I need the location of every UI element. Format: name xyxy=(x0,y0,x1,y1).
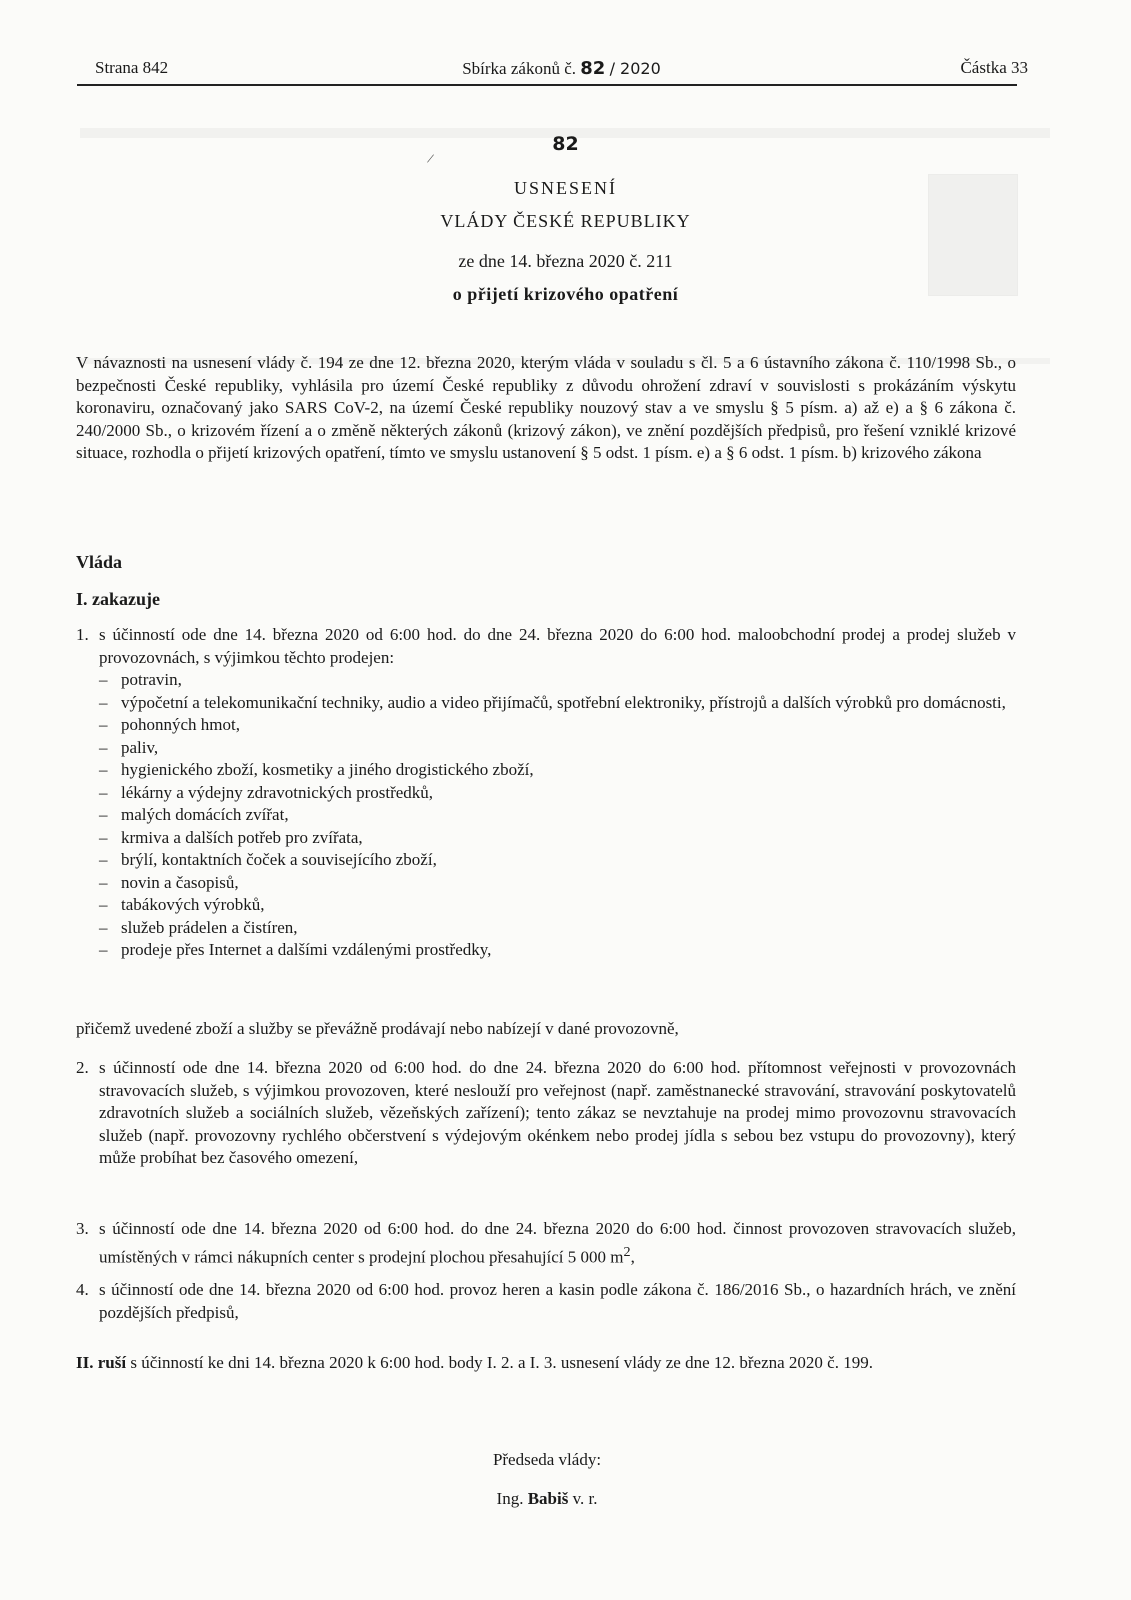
collection-prefix: Sbírka zákonů č. xyxy=(462,59,576,78)
exception-text: pohonných hmot, xyxy=(121,715,240,734)
dash: – xyxy=(99,692,108,712)
heading-government: Vláda xyxy=(76,552,123,572)
pen-mark: / xyxy=(425,151,435,168)
item-text-main: s účinností ode dne 14. března 2020 od 6:00 hod. do dne 24. března 2020 do 6:00 hod. činnost provozoven stravovacích služeb, umístěných v rámci nákupních center s prodejní plochou přesahující 5 000 m xyxy=(99,1219,1016,1267)
signature-surname: Babiš xyxy=(527,1489,569,1508)
signature-name xyxy=(0,1489,1094,1509)
list-item xyxy=(76,1057,1016,1170)
act-type: USNESENÍ xyxy=(513,178,617,198)
signature-suffix: v. r. xyxy=(572,1489,598,1508)
exception-text: výpočetní a telekomunikační techniky, audio a video přijímačů, spotřební elektroniky, přístrojů a dalších výrobků pro domácnosti, xyxy=(121,692,1006,712)
exception-text: novin a časopisů, xyxy=(121,872,239,892)
dash: – xyxy=(99,670,108,689)
exception-text: prodeje přes Internet a dalšími vzdálenými prostředky, xyxy=(121,940,492,959)
act-subject: o přijetí krizového opatření xyxy=(452,284,679,304)
section-2 xyxy=(76,1352,1016,1375)
dash: – xyxy=(99,715,108,734)
exception-text: paliv, xyxy=(121,737,159,757)
list-item xyxy=(99,692,1016,715)
section-2-text: s účinností ke dni 14. března 2020 k 6:00 hod. body I. 2. a I. 3. usnesení vlády ze dne 12. března 2020 č. 199. xyxy=(130,1353,873,1372)
list-item xyxy=(99,714,1016,737)
list-item xyxy=(99,804,1016,827)
list-item xyxy=(76,1279,1016,1324)
list-item xyxy=(99,872,1016,895)
item-number: 1. xyxy=(76,625,89,644)
list-item xyxy=(99,782,1016,805)
signature-role: Předseda vlády: xyxy=(492,1450,602,1469)
preamble: V návaznosti na usnesení vlády č. 194 ze dne 12. března 2020, kterým vláda v souladu s čl. 5 a 6 ústavního zákona č. 110/1998 Sb., o bezpečnosti České republiky, vyhlásila pro území České republiky z důvodu ohrožení zdraví v souvislosti s prokázáním výskytu koronaviru, označovaný jako SARS CoV-2, na území České republiky nouzový stav a ve smyslu § 5 písm. a) až e) a § 6 zákona č. 240/2000 Sb., o krizovém řízení a o změně některých zákonů (krizový zákon), ve znění pozdějších předpisů, pro řešení vzniklé krizové situace, rozhodla o přijetí krizových opatření, tímto ve smyslu ustanovení § 5 odst. 1 písm. e) a § 6 odst. 1 písm. b) krizového zákona xyxy=(76,353,1016,462)
item-text: s účinností ode dne 14. března 2020 od 6:00 hod. do dne 24. března 2020 do 6:00 hod. maloobchodní prodej a prodej služeb v provozovnách, s výjimkou těchto prodejen: xyxy=(99,625,1016,667)
exception-text: brýlí, kontaktních čoček a souvisejícího zboží, xyxy=(121,850,437,869)
exception-text: tabákových výrobků, xyxy=(121,895,265,914)
section-2-verb: ruší xyxy=(97,1353,127,1372)
item-number: 2. xyxy=(76,1058,89,1077)
signature-title: Ing. xyxy=(496,1489,524,1508)
item-number: 3. xyxy=(76,1219,89,1238)
item-text xyxy=(99,1218,1016,1269)
act-date: ze dne 14. března 2020 č. 211 xyxy=(458,251,673,271)
section-1-heading: I. zakazuje xyxy=(76,589,160,609)
page-label: Strana 842 xyxy=(95,58,169,77)
superscript: 2 xyxy=(623,1243,631,1260)
collection-number: 82 xyxy=(580,58,606,79)
exception-list xyxy=(99,669,1016,962)
exception-text: hygienického zboží, kosmetiky a jiného drogistického zboží, xyxy=(121,760,534,779)
exception-text: malých domácích zvířat, xyxy=(121,805,289,824)
running-header xyxy=(95,58,1028,82)
act-number: 82 xyxy=(552,133,579,155)
dash: – xyxy=(99,782,108,802)
exception-text: lékárny a výdejny zdravotnických prostředků, xyxy=(121,782,434,802)
list-item xyxy=(76,1218,1016,1269)
dash: – xyxy=(99,940,108,959)
part-label: Částka 33 xyxy=(960,58,1028,77)
item-text-end: , xyxy=(630,1247,635,1267)
list-item xyxy=(99,669,1016,692)
item-text: s účinností ode dne 14. března 2020 od 6:00 hod. do dne 24. března 2020 do 6:00 hod. přítomnost veřejnosti v provozovnách stravovacích služeb, s výjimkou provozoven, které neslouží pro veřejnost (např. zaměstnanecké stravování, stravování poskytovatelů zdravotních služeb a sociálních služeb, vězeňských zařízení); tento zákaz se nevztahuje na prodej mimo provozovnu stravovacích služeb (např. provozovny rychlého občerstvení s výdejovým okénkem nebo prodej jídla s sebou bez vstupu do provozovny), který může probíhat bez časového omezení, xyxy=(99,1058,1016,1167)
list-item xyxy=(99,849,1016,872)
header-rule xyxy=(77,84,1017,86)
act-author: VLÁDY ČESKÉ REPUBLIKY xyxy=(440,211,691,231)
exception-text: služeb prádelen a čistíren, xyxy=(121,917,298,937)
exceptions-closing: přičemž uvedené zboží a služby se převážně prodávají nebo nabízejí v dané provozovně, xyxy=(76,1019,679,1038)
item-number: 4. xyxy=(76,1280,89,1299)
list-item xyxy=(99,917,1016,940)
exception-text: krmiva a dalších potřeb pro zvířata, xyxy=(121,827,363,847)
section-2-number: II. xyxy=(76,1353,94,1372)
dash: – xyxy=(99,827,108,847)
collection-year: / 2020 xyxy=(609,59,661,78)
item-text: s účinností ode dne 14. března 2020 od 6:00 hod. provoz heren a kasin podle zákona č. 186/2016 Sb., o hazardních hrách, ve znění pozdějších předpisů, xyxy=(99,1280,1016,1322)
dash: – xyxy=(99,805,108,824)
list-item xyxy=(99,827,1016,850)
dash: – xyxy=(99,760,108,779)
list-item xyxy=(99,939,1016,962)
dash: – xyxy=(99,850,108,869)
dash: – xyxy=(99,737,108,757)
dash: – xyxy=(99,895,108,914)
collection-citation xyxy=(95,58,1028,79)
list-item xyxy=(99,759,1016,782)
list-item xyxy=(99,737,1016,760)
dash: – xyxy=(99,872,108,892)
list-item xyxy=(76,624,1016,669)
dash: – xyxy=(99,917,108,937)
exception-text: potravin, xyxy=(121,670,182,689)
list-item xyxy=(99,894,1016,917)
